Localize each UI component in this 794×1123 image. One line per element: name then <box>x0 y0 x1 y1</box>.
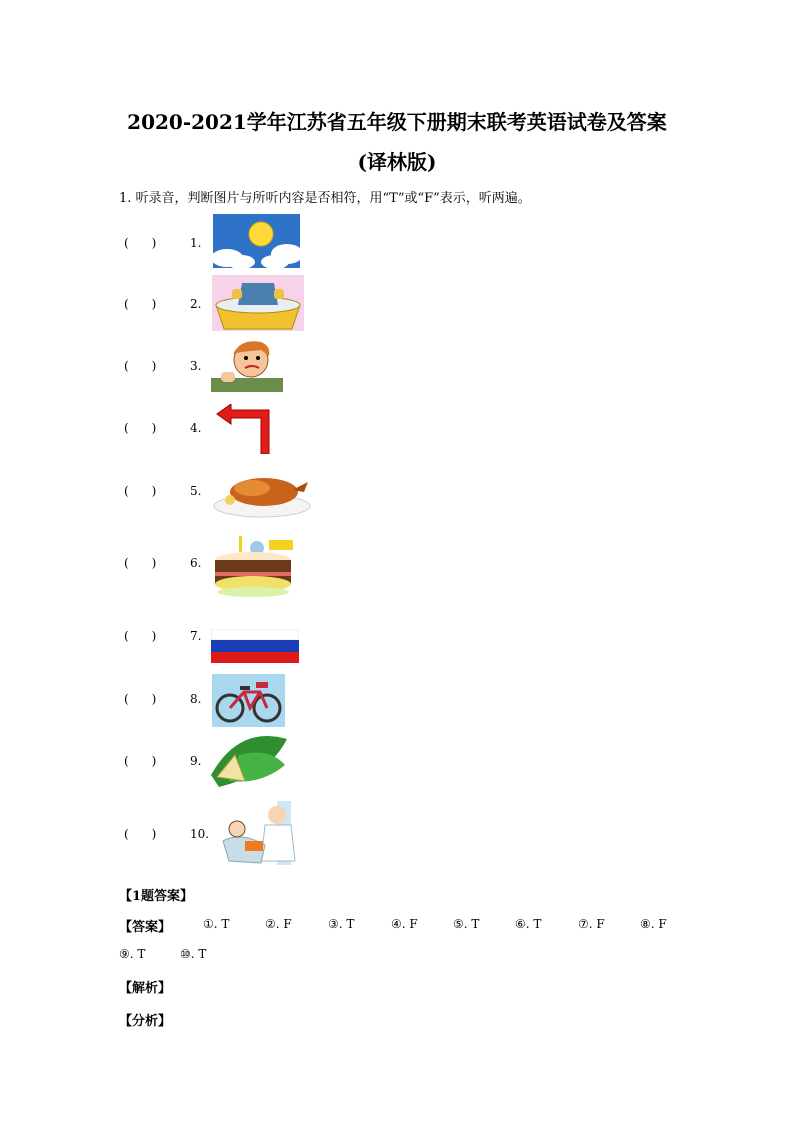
answer-value: ⑨. T <box>119 947 146 961</box>
answer-blank: ( ) <box>124 484 157 498</box>
russian-flag-picture <box>211 629 299 663</box>
answer-value: ⑥. T <box>515 917 542 931</box>
question-instruction: 1. 听录音，判断图片与所听内容是否相符，用“T”或“F”表示，听两遍。 <box>119 191 531 206</box>
answer-blank: ( ) <box>124 556 157 570</box>
answer-blank: ( ) <box>124 629 157 643</box>
dentist-picture <box>221 801 305 865</box>
moon-clouds-picture <box>213 214 300 268</box>
answer-value: ⑧. F <box>640 917 667 931</box>
answer-blank: ( ) <box>124 236 157 250</box>
turn-left-arrow-picture <box>215 404 271 454</box>
item-number: 4. <box>190 421 202 435</box>
page-title: 2020-2021学年江苏省五年级下册期末联考英语试卷及答案 <box>127 110 667 134</box>
item-number: 1. <box>190 236 202 250</box>
boy-toothache-picture <box>211 338 283 392</box>
bicycle-picture <box>212 674 285 727</box>
answer-blank: ( ) <box>124 754 157 768</box>
answer-label: 【答案】 <box>119 920 172 935</box>
answer-value: ⑦. F <box>578 917 605 931</box>
answer-value: ①. T <box>203 917 230 931</box>
birthday-cake-picture <box>211 534 297 598</box>
answer-blank: ( ) <box>124 421 157 435</box>
answer-value: ④. F <box>391 917 418 931</box>
item-number: 6. <box>190 556 202 570</box>
answer-blank: ( ) <box>124 827 157 841</box>
answer-value: ⑤. T <box>453 917 480 931</box>
item-number: 5. <box>190 484 202 498</box>
item-number: 10. <box>190 827 210 841</box>
answer-blank: ( ) <box>124 692 157 706</box>
answer-blank: ( ) <box>124 297 157 311</box>
answer-value: ③. T <box>328 917 355 931</box>
answer-value: ②. F <box>265 917 292 931</box>
fenxi-label: 【分析】 <box>119 1014 172 1029</box>
item-number: 2. <box>190 297 202 311</box>
answer-section-header: 【1题答案】 <box>119 889 194 904</box>
washing-clothes-picture <box>212 275 304 331</box>
page-subtitle: (译林版) <box>357 150 437 174</box>
roast-duck-picture <box>212 462 312 520</box>
answer-value: ⑩. T <box>180 947 207 961</box>
item-number: 9. <box>190 754 202 768</box>
answer-blank: ( ) <box>124 359 157 373</box>
item-number: 3. <box>190 359 202 373</box>
rice-dumpling-picture <box>209 735 289 787</box>
item-number: 7. <box>190 629 202 643</box>
item-number: 8. <box>190 692 202 706</box>
analysis-label: 【解析】 <box>119 981 172 996</box>
